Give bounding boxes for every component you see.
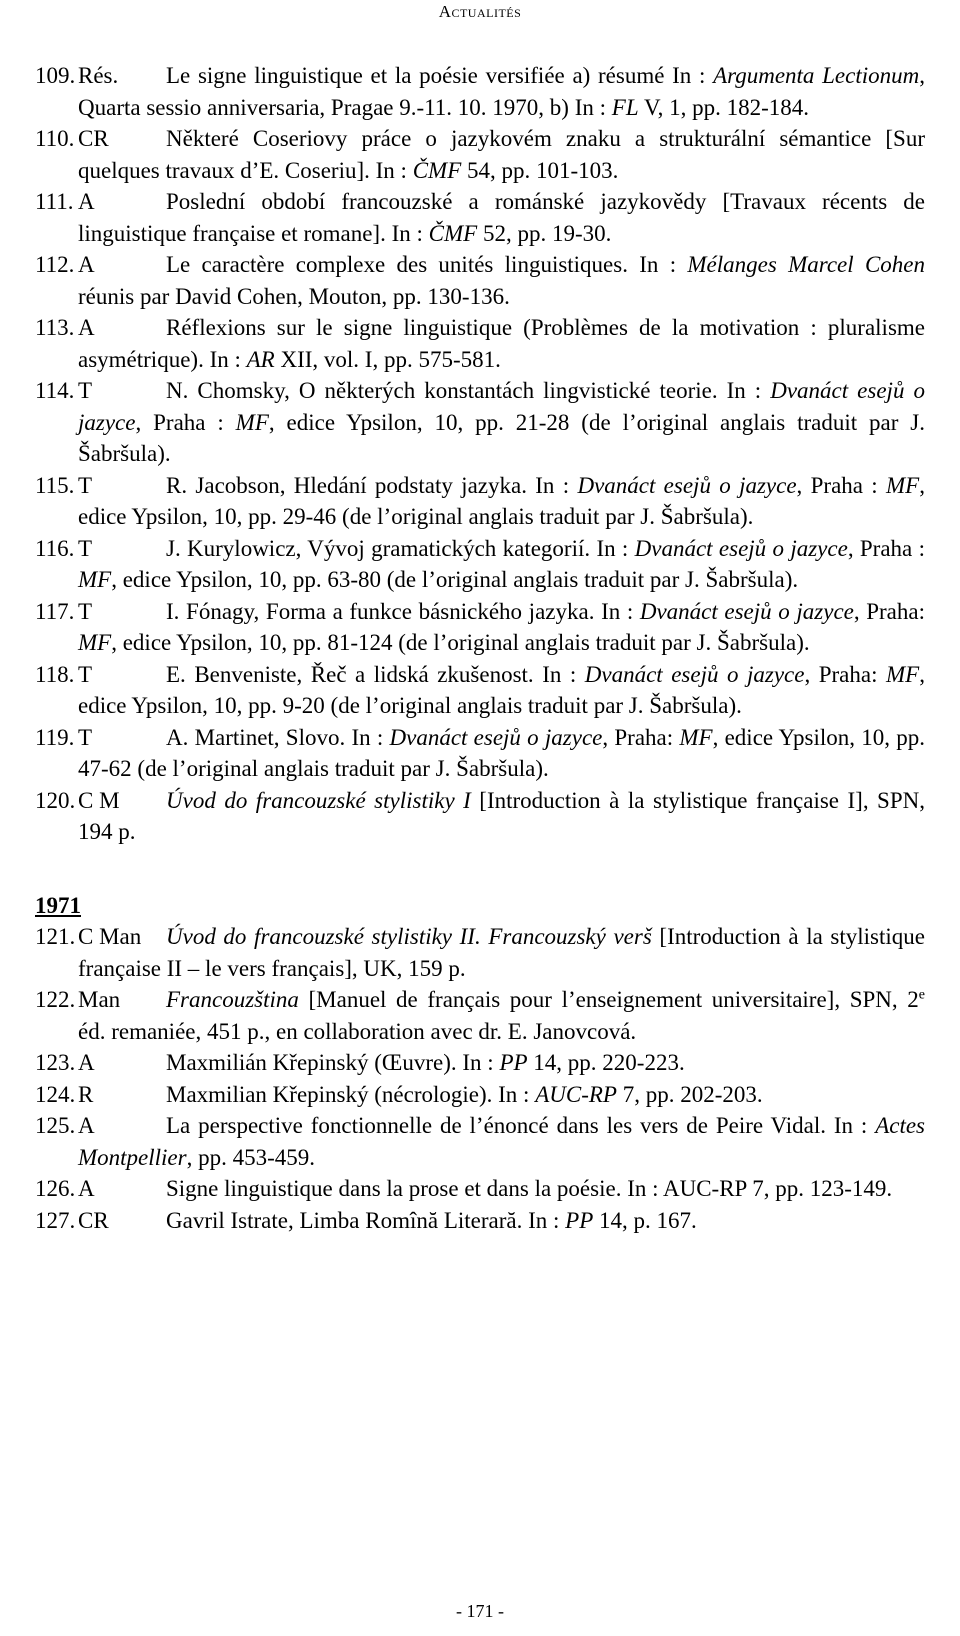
entry-text: , Praha: (602, 724, 680, 750)
bibliography-entry (35, 1047, 925, 1079)
entry-text: , Praha : (796, 472, 887, 498)
entry-type: T (78, 378, 93, 403)
entry-text: , Quarta sessio anniversaria, Pragae 9.-11. 10. 1970, b) In : (78, 63, 925, 120)
entry-title-italic: Argumenta Lectionum (713, 63, 920, 88)
entry-text: , Praha : (135, 409, 236, 435)
entry-title-italic: Dvanáct esejů o jazyce (634, 535, 848, 561)
entry-title-italic: MF (235, 409, 269, 435)
entry-number: 125. (35, 1113, 76, 1138)
entry-text: E. Benveniste, Řeč a lidská zkušenost. In : (166, 661, 585, 687)
entry-number: 116. (35, 535, 75, 561)
entry-type: A (78, 189, 95, 214)
entries-1971 (35, 921, 925, 1236)
entry-title-italic: Dvanáct esejů o jazyce (577, 472, 797, 498)
entry-text: Le signe linguistique et la poésie versifiée a) résumé In : (166, 63, 714, 88)
page-number: - 171 - (456, 1601, 504, 1621)
bibliography-entry (35, 375, 925, 470)
entry-title-italic: Dvanáct esejů o jazyce (78, 378, 925, 435)
entry-number: 113. (35, 315, 75, 340)
bibliography-entry (35, 1110, 925, 1173)
entry-text: , Praha: (853, 598, 925, 624)
entry-text: , Praha: (804, 661, 887, 687)
entry-number: 127. (35, 1207, 76, 1233)
entry-title-italic: MF (78, 567, 112, 592)
entry-text: , edice Ypsilon, 10, pp. 29-46 (de l’original anglais traduit par J. Šabršula). (78, 472, 925, 529)
entry-text: [Manuel de français pour l’enseignement universitaire], SPN, 2 (298, 987, 919, 1012)
entry-number: 122. (35, 987, 76, 1012)
entry-title-italic: MF (886, 661, 920, 687)
entry-text: , edice Ypsilon, 10, pp. 47-62 (de l’original anglais traduit par J. Šabršula). (78, 724, 925, 781)
entry-number: 123. (35, 1050, 76, 1075)
bibliography-entry (35, 722, 925, 785)
entry-text: , edice Ypsilon, 10, pp. 21-28 (de l’original anglais traduit par J. Šabršula). (78, 409, 925, 466)
entry-text: Poslední období francouzské a románské jazykovědy [Travaux récents de linguistique française et romane]. In : (78, 189, 925, 246)
entry-type: T (78, 724, 93, 750)
bibliography-entry (35, 312, 925, 375)
entry-number: 114. (35, 378, 75, 403)
entry-text: V, 1, pp. 182-184. (638, 94, 809, 120)
entry-type: T (78, 661, 93, 687)
entry-text: 54, pp. 101-103. (461, 157, 619, 183)
entry-text: , pp. 453-459. (186, 1144, 316, 1170)
entry-title-italic: MF (78, 630, 112, 655)
entry-type: C Man (78, 924, 142, 949)
running-header: Actualités (438, 2, 522, 21)
bibliography-entry (35, 659, 925, 722)
entry-text: R. Jacobson, Hledání podstaty jazyka. In : (166, 472, 578, 498)
entry-text: e (918, 987, 925, 1003)
entry-text: 14, p. 167. (593, 1207, 697, 1233)
entry-type: Rés. (78, 63, 119, 88)
entry-type: C M (78, 787, 120, 813)
entry-type: T (78, 472, 93, 498)
entry-type: CR (78, 1207, 109, 1233)
entry-text: , Praha : (847, 535, 925, 561)
entry-number: 112. (35, 252, 75, 277)
bibliography-entry (35, 249, 925, 312)
entry-text: 7, pp. 202-203. (616, 1081, 763, 1107)
entry-type: A (78, 315, 95, 340)
entry-type: A (78, 252, 95, 277)
bibliography-entry (35, 1205, 925, 1237)
entry-title-italic: PP (565, 1207, 594, 1233)
entry-title-italic: AUC-RP (535, 1081, 617, 1107)
entry-text: Réflexions sur le signe linguistique (Problèmes de la motivation : pluralisme asymétrique). In : (78, 315, 925, 372)
entry-text: I. Fónagy, Forma a funkce básnického jazyka. In : (166, 598, 640, 624)
entry-type: T (78, 535, 93, 561)
bibliography-list (35, 60, 925, 1236)
entry-text: J. Kurylowicz, Vývoj gramatických kategorií. In : (166, 535, 635, 561)
entry-number: 126. (35, 1176, 76, 1201)
entry-text: Maxmilián Křepinský (Œuvre). In : (166, 1050, 500, 1075)
bibliography-entry (35, 785, 925, 848)
entry-type: T (78, 598, 93, 624)
entry-title-italic: Actes Montpellier (78, 1113, 925, 1170)
entry-number: 117. (35, 598, 75, 624)
bibliography-entry (35, 596, 925, 659)
bibliography-entry (35, 60, 925, 123)
year-heading: 1971 (35, 892, 81, 918)
bibliography-entry (35, 470, 925, 533)
bibliography-entry (35, 186, 925, 249)
entry-text: réunis par David Cohen, Mouton, pp. 130-136. (78, 283, 510, 309)
entry-title-italic: Úvod do francouzské stylistiky I (166, 787, 471, 813)
entry-text: [Introduction à la stylistique française II – le vers français], UK, 159 p. (78, 924, 925, 981)
entry-text: , edice Ypsilon, 10, pp. 9-20 (de l’original anglais traduit par J. Šabršula). (78, 661, 925, 718)
entry-type: A (78, 1176, 95, 1201)
entries-1970 (35, 60, 925, 848)
entry-text: Signe linguistique dans la prose et dans la poésie. In : AUC-RP 7, pp. 123-149. (166, 1176, 893, 1201)
bibliography-entry (35, 921, 925, 984)
entry-text: , edice Ypsilon, 10, pp. 63-80 (de l’original anglais traduit par J. Šabršula). (111, 567, 799, 592)
entry-title-italic: MF (679, 724, 713, 750)
entry-number: 109. (35, 63, 76, 88)
entry-title-italic: Úvod do francouzské stylistiky II. Francouzský verš (166, 924, 652, 949)
entry-type: A (78, 1113, 95, 1138)
entry-text: [Introduction à la stylistique française I], SPN, 194 p. (78, 787, 926, 844)
entry-text: Le caractère complexe des unités linguistiques. In : (166, 252, 688, 277)
entry-text: Některé Coseriovy práce o jazykovém znaku a strukturální sémantice [Sur quelques travaux d’E. Coseriu]. In : (78, 126, 925, 183)
entry-text: XII, vol. I, pp. 575-581. (274, 346, 501, 372)
entry-text: 14, pp. 220-223. (527, 1050, 685, 1075)
entry-title-italic: Mélanges Marcel Cohen (687, 252, 925, 277)
entry-title-italic: ČMF (412, 157, 462, 183)
entry-title-italic: Francouzština (166, 987, 299, 1012)
bibliography-entry (35, 1079, 925, 1111)
entry-type: R (78, 1081, 94, 1107)
entry-number: 121. (35, 924, 76, 949)
bibliography-entry (35, 984, 925, 1047)
entry-title-italic: FL (611, 94, 639, 120)
bibliography-entry (35, 1173, 925, 1205)
entry-number: 118. (35, 661, 75, 687)
entry-text: Maxmilian Křepinský (nécrologie). In : (166, 1081, 536, 1107)
entry-title-italic: PP (499, 1050, 528, 1075)
entry-type: CR (78, 126, 109, 151)
entry-number: 111. (35, 189, 74, 214)
entry-type: Man (78, 987, 121, 1012)
entry-number: 115. (35, 472, 75, 498)
entry-number: 110. (35, 126, 75, 151)
entry-title-italic: Dvanáct esejů o jazyce (639, 598, 854, 624)
bibliography-entry (35, 533, 925, 596)
entry-number: 120. (35, 787, 76, 813)
entry-text: N. Chomsky, O některých konstantách lingvistické teorie. In : (166, 378, 771, 403)
entry-number: 124. (35, 1081, 76, 1107)
entry-title-italic: Dvanáct esejů o jazyce (389, 724, 603, 750)
entry-text: Gavril Istrate, Limba Romînă Literară. In : (166, 1207, 566, 1233)
entry-title-italic: Dvanáct esejů o jazyce (584, 661, 805, 687)
bibliography-entry (35, 123, 925, 186)
entry-title-italic: AR (246, 346, 275, 372)
entry-text: 52, pp. 19-30. (477, 220, 612, 246)
entry-type: A (78, 1050, 95, 1075)
entry-text: éd. remaniée, 451 p., en collaboration avec dr. E. Janovcová. (78, 1018, 637, 1044)
entry-number: 119. (35, 724, 75, 750)
entry-title-italic: MF (886, 472, 920, 498)
entry-text: La perspective fonctionnelle de l’énoncé dans les vers de Peire Vidal. In : (166, 1113, 876, 1138)
entry-text: A. Martinet, Slovo. In : (166, 724, 390, 750)
entry-title-italic: ČMF (428, 220, 478, 246)
entry-text: , edice Ypsilon, 10, pp. 81-124 (de l’original anglais traduit par J. Šabršula). (111, 630, 810, 655)
